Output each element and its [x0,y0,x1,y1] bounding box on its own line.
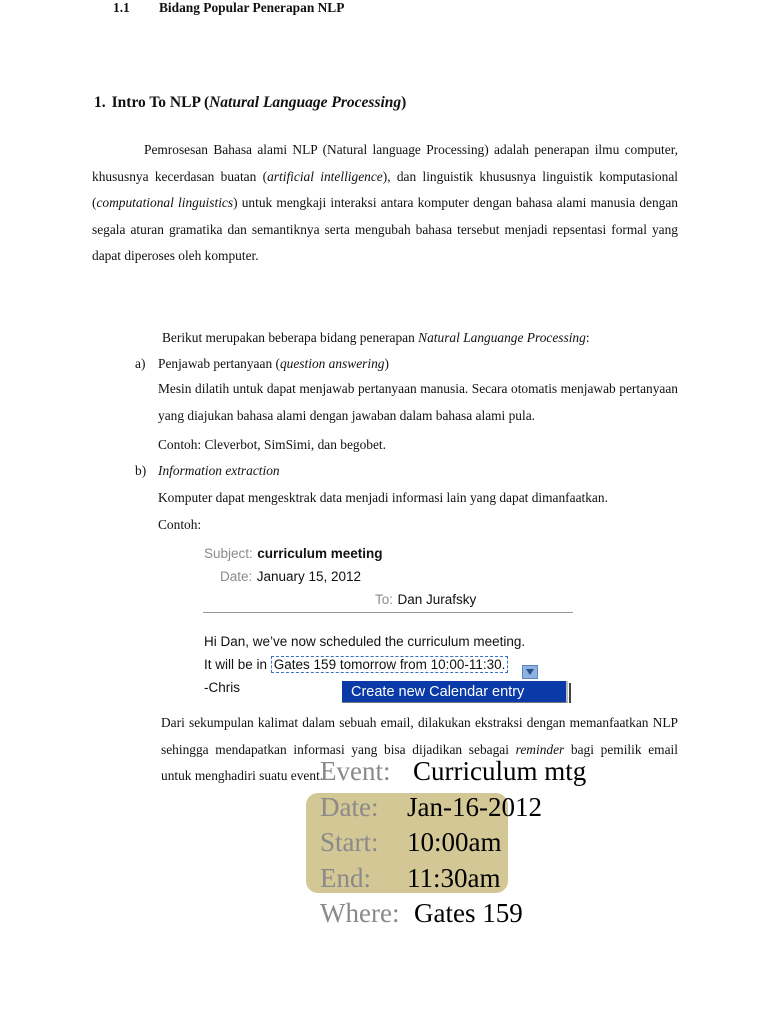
section-intro: Berikut merupakan beberapa bidang penerapan Natural Languange Processing: [162,330,590,345]
item-a-title: Penjawab pertanyaan (question answering) [158,356,389,371]
email-subject-value: curriculum meeting [257,546,383,561]
date-value: Jan-16-2012 [407,792,542,822]
button-edge [569,683,571,703]
extraction-paragraph: Dari sekumpulan kalimat dalam sebuah email, dilakukan ekstraksi dengan memanfaatkan NLP sehingga mendapatkan informasi yang bisa dijadikan sebagai reminder bagi pemilik email untuk menghadiri suatu event. [161,715,678,783]
email-to-row [375,591,476,609]
where-label: Where: [320,898,400,928]
email-date-row [220,568,361,586]
item-a-example: Contoh: Cleverbot, SimSimi, dan begobet. [158,437,387,452]
item-b-example: Contoh: [158,517,202,532]
event-value: Curriculum mtg [413,756,587,786]
email-to-value: Dan Jurafsky [397,592,477,607]
extracted-text-highlight[interactable]: Gates 159 tomorrow from 10:00-11:30. [271,656,509,673]
email-signature: -Chris [204,680,240,695]
email-date-label: Date: [220,569,253,584]
email-subject-row [204,545,383,563]
email-date-value: January 15, 2012 [256,569,362,584]
heading-title: Intro To NLP (Natural Language Processing) [111,94,407,111]
item-b-title: Information extraction [158,463,280,478]
where-value: Gates 159 [414,898,523,928]
end-label: End: [320,863,371,893]
email-to-label: To: [375,592,394,607]
start-value: 10:00am [407,827,502,857]
create-calendar-entry-button[interactable]: Create new Calendar entry [342,681,568,703]
dropdown-arrow-icon[interactable] [522,665,538,679]
item-a-body: Mesin dilatih untuk dapat menjawab pertanyaan manusia. Secara otomatis menjawab pertanyaan yang diajukan bahasa alami dengan jawaban dalam bahasa alami pula. [158,381,678,423]
list-marker-b: b) [135,463,147,478]
list-marker-a: a) [135,356,146,371]
intro-paragraph: Pemrosesan Bahasa alami NLP (Natural language Processing) adalah penerapan ilmu computer, khususnya kecerdasan buatan (artificial intelligence), dan linguistik khususnya linguistik komputasional (computational linguistics) untuk mengkaji interaksi antara komputer dengan bahasa alami manusia dengan segala aturan gramatika dan semantiknya serta mengubah bahasa tersebut menjadi repsentasi formal yang dapat diperoses oleh komputer. [92,142,678,263]
start-label: Start: [320,827,379,857]
section-title: Bidang Popular Penerapan NLP [159,0,345,15]
email-body-line2: It will be in Gates 159 tomorrow from 10:00-11:30. [204,657,508,672]
email-subject-label: Subject: [204,546,253,561]
item-b-body: Komputer dapat mengesktrak data menjadi informasi lain yang dapat dimanfaatkan. [158,490,608,505]
event-label: Event: [320,756,391,786]
end-value: 11:30am [407,863,501,893]
email-body-line1: Hi Dan, we’ve now scheduled the curriculum meeting. [204,634,526,649]
date-label: Date: [320,792,379,822]
page-heading [94,94,406,112]
email-divider [203,612,573,613]
section-number: 1.1 [113,0,130,15]
heading-number: 1. [94,94,106,111]
